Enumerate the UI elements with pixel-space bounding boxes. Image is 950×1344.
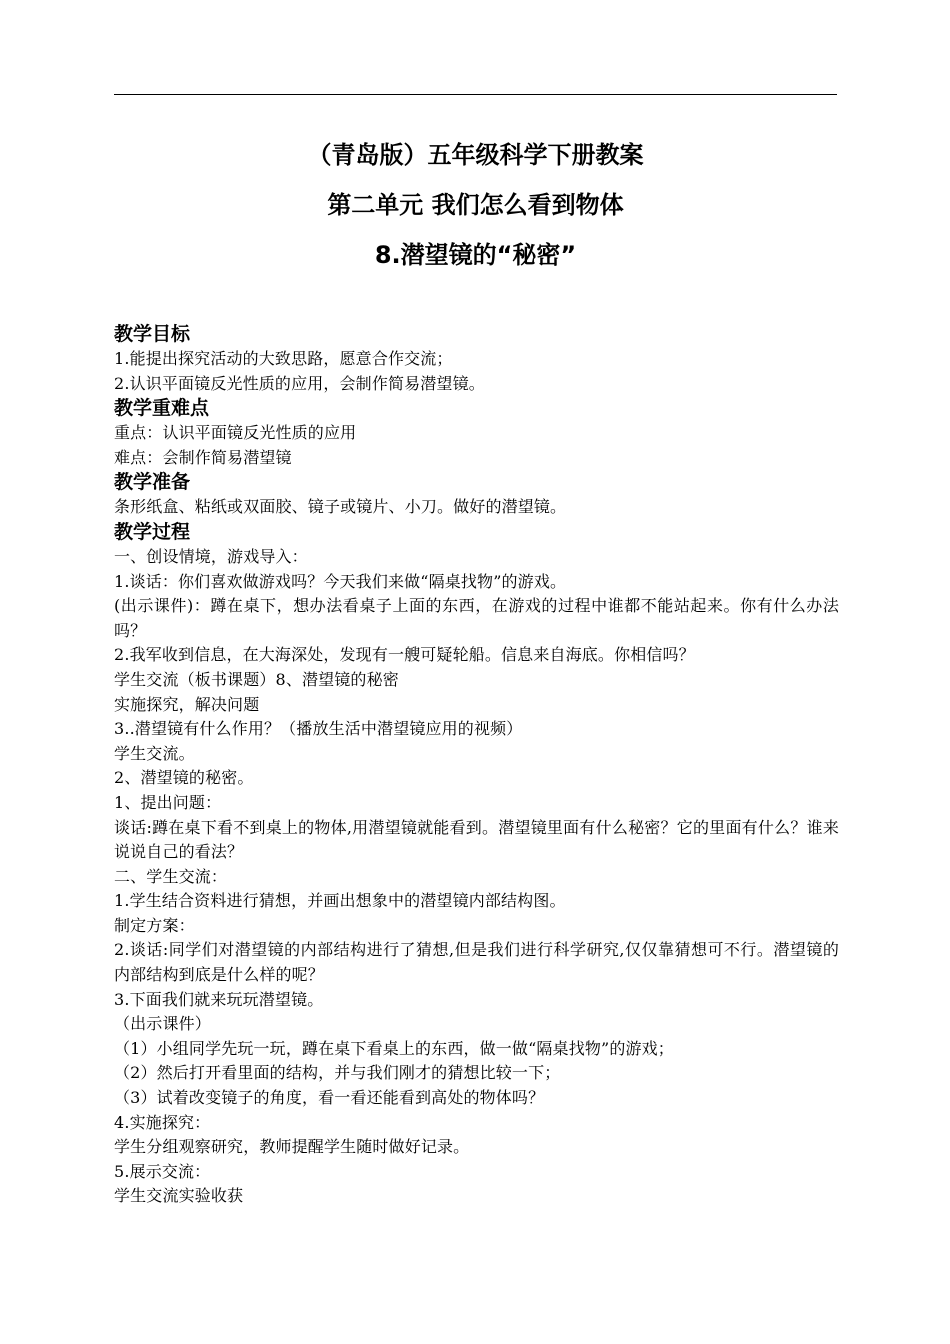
paragraph: 2、潜望镜的秘密。 [114, 768, 254, 788]
paragraph: 学生分组观察研究，教师提醒学生随时做好记录。 [114, 1137, 470, 1157]
paragraph: (出示课件)：蹲在桌下，想办法看桌子上面的东西，在游戏的过程中谁都不能站起来。你有什么办法吗？ [114, 596, 839, 640]
paragraph: 2.我军收到信息，在大海深处，发现有一艘可疑轮船。信息来自海底。你相信吗？ [114, 645, 695, 665]
paragraph: （出示课件） [114, 1014, 211, 1034]
paragraph: （3）试着改变镜子的角度，看一看还能看到高处的物体吗？ [114, 1088, 545, 1108]
paragraph: 1、提出问题： [114, 792, 222, 812]
paragraph: （2）然后打开看里面的结构，并与我们刚才的猜想比较一下； [114, 1063, 561, 1083]
lesson-title: 8.潜望镜的“秘密” [374, 241, 577, 269]
unit-title: 第二单元 我们怎么看到物体 [327, 191, 624, 219]
paragraph: 重点：认识平面镜反光性质的应用 [114, 423, 357, 443]
document-title: （青岛版）五年级科学下册教案 [307, 141, 644, 169]
paragraph: 4.实施探究： [114, 1112, 211, 1132]
paragraph: 条形纸盒、粘纸或双面胶、镜子或镜片、小刀。做好的潜望镜。 [114, 497, 567, 517]
paragraph: 学生交流。 [114, 743, 195, 763]
paragraph: 1.谈话：你们喜欢做游戏吗？今天我们来做“隔桌找物”的游戏。 [114, 571, 567, 591]
header-rule [114, 94, 837, 95]
document-body [114, 322, 839, 1209]
section-heading-key-points: 教学重难点 [114, 397, 210, 420]
paragraph: （1）小组同学先玩一玩，蹲在桌下看桌上的东西，做一做“隔桌找物”的游戏； [114, 1038, 674, 1058]
paragraph: 1.能提出探究活动的大致思路，愿意合作交流； [114, 349, 453, 368]
paragraph: 3.下面我们就来玩玩潜望镜。 [114, 989, 324, 1009]
paragraph: 一、创设情境，游戏导入： [114, 546, 308, 566]
section-heading-process: 教学过程 [114, 520, 191, 543]
paragraph: 谈话:蹲在桌下看不到桌上的物体,用潜望镜就能看到。潜望镜里面有什么秘密？它的里面有什么？谁来说说自己的看法？ [114, 817, 839, 862]
section-heading-objectives: 教学目标 [114, 323, 191, 345]
section-heading-preparation: 教学准备 [114, 471, 191, 494]
paragraph: 二、学生交流： [114, 866, 228, 886]
paragraph: 难点：会制作简易潜望镜 [114, 447, 292, 467]
paragraph: 学生交流实验收获 [114, 1186, 244, 1206]
paragraph: 2.谈话:同学们对潜望镜的内部结构进行了猜想,但是我们进行科学研究,仅仅靠猜想可不行。潜望镜的内部结构到底是什么样的呢？ [114, 940, 839, 985]
paragraph: 学生交流（板书课题）8、潜望镜的秘密 [114, 669, 399, 689]
paragraph: 2.认识平面镜反光性质的应用，会制作简易潜望镜。 [114, 373, 485, 393]
paragraph: 1.学生结合资料进行猜想，并画出想象中的潜望镜内部结构图。 [114, 891, 566, 911]
paragraph: 实施探究，解决问题 [114, 694, 260, 714]
paragraph: 5.展示交流： [114, 1161, 211, 1181]
paragraph: 制定方案： [114, 915, 195, 935]
paragraph: 3..潜望镜有什么作用？（播放生活中潜望镜应用的视频） [114, 719, 523, 739]
title-block [114, 130, 837, 280]
